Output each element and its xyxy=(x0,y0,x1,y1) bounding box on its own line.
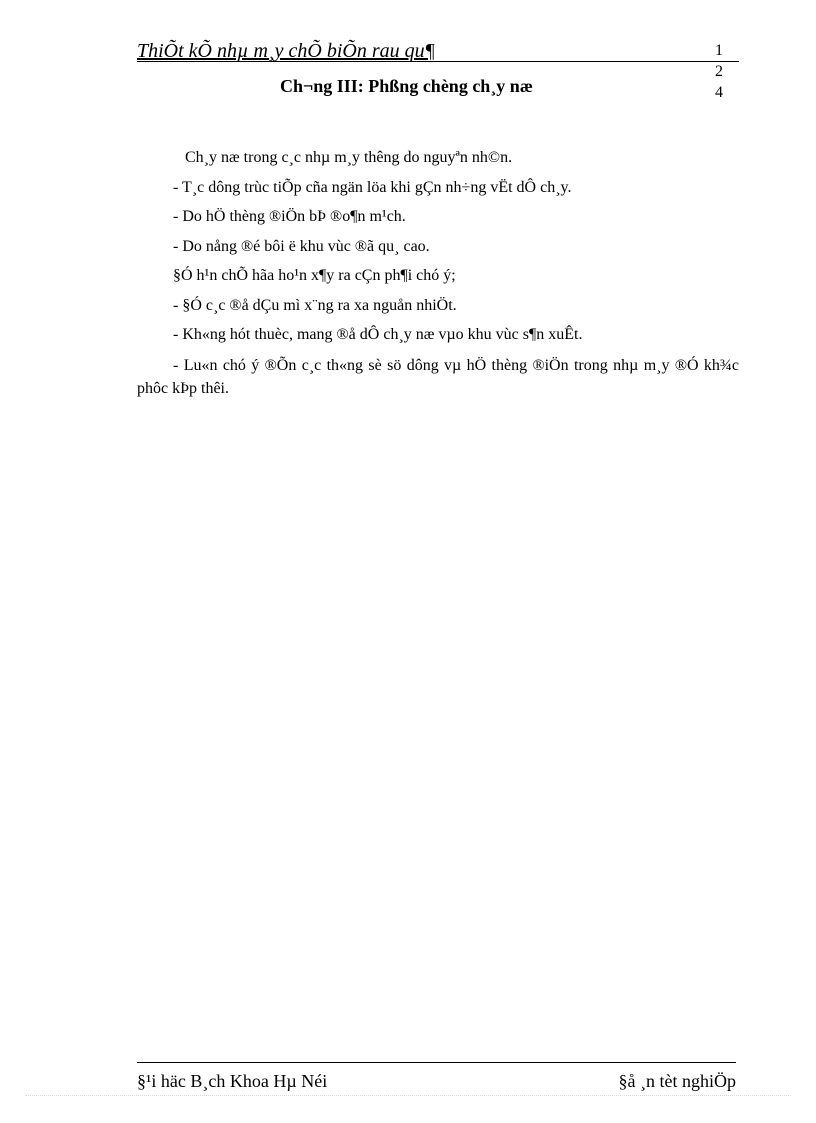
footer-university: §¹i häc B¸ch Khoa Hµ Néi xyxy=(137,1071,328,1091)
list-item: - Kh«ng hót thuèc, mang ®å dÔ ch¸y næ vµo khu vùc s¶n xuÊt. xyxy=(173,326,583,343)
header-rule xyxy=(137,61,739,62)
paragraph-precautions-heading: §Ó h¹n chÕ hãa ho¹n x¶y ra cÇn ph¶i chó ý; xyxy=(173,267,456,284)
paragraph-intro: Ch¸y næ trong c¸c nhµ m¸y thêng do nguyªn nh©n. xyxy=(185,149,513,166)
page-number xyxy=(713,40,725,103)
list-item: - Do nång ®é bôi ë khu vùc ®ã qu¸ cao. xyxy=(173,237,430,255)
header-title: ThiÕt kÕ nhµ m¸y chÕ biÕn rau qu¶ xyxy=(137,40,436,62)
list-item: - T¸c dông trùc tiÕp cña ngän löa khi gÇn nh÷ng vËt dÔ ch¸y. xyxy=(173,178,572,196)
list-item: - Lu«n chó ý ®Õn c¸c th«ng sè sö dông vµ hÖ thèng ®iÖn trong nhµ m¸y ®Ó kh¾c phôc kÞp thêi. xyxy=(137,356,739,397)
list-item: - §Ó c¸c ®å dÇu mì x¨ng ra xa nguån nhiÖt. xyxy=(173,296,457,314)
page-number-digit: 2 xyxy=(715,63,723,80)
footer-document-type: §å ¸n tèt nghiÖp xyxy=(618,1071,736,1091)
body-text xyxy=(137,143,739,400)
page-number-digit: 4 xyxy=(715,84,723,101)
chapter-title: Ch¬ng III: Phßng chèng ch¸y næ xyxy=(280,76,533,96)
list-item: - Do hÖ thèng ®iÖn bÞ ®o¶n m¹ch. xyxy=(173,208,406,225)
page-bottom-border xyxy=(25,1095,791,1096)
footer-rule xyxy=(137,1062,736,1063)
page-number-digit: 1 xyxy=(715,42,723,59)
